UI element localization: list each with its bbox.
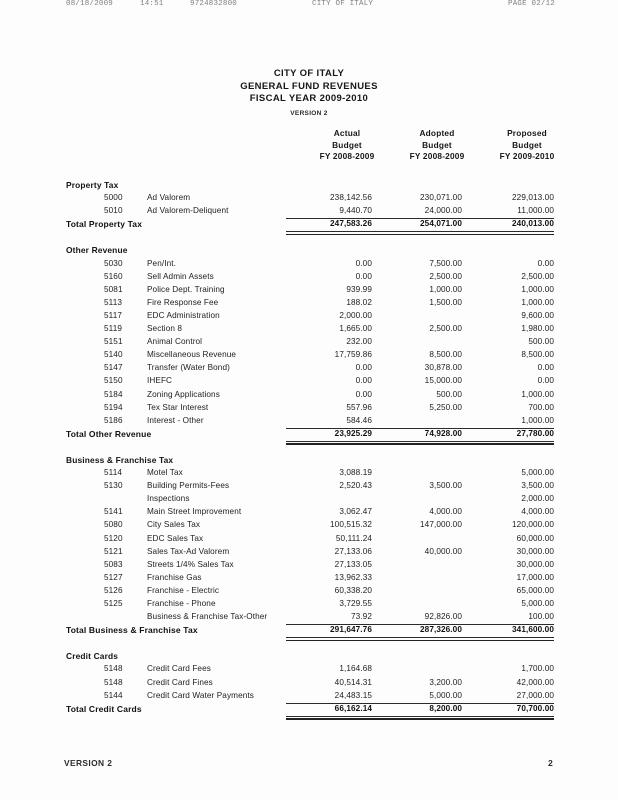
amount-actual: 1,164.68	[339, 664, 372, 674]
amount-actual: 50,111.24	[335, 533, 372, 543]
account-code: 5000	[104, 193, 123, 203]
total-rule-under	[286, 716, 554, 717]
title-line-fiscal: FISCAL YEAR 2009-2010	[249, 93, 369, 104]
amount-proposed: 1,000.00	[521, 415, 554, 425]
account-description: Business & Franchise Tax-Other	[147, 612, 268, 622]
amount-proposed: 5,000.00	[521, 468, 554, 478]
section-spacer	[0, 232, 618, 245]
table-row	[0, 376, 618, 389]
amount-adopted: 2,500.00	[429, 324, 462, 334]
amount-actual: 9,440.70	[339, 206, 372, 216]
account-code: 5151	[104, 337, 123, 347]
total-amount-adopted: 74,928.00	[424, 428, 462, 438]
fax-number: 9724832800	[190, 0, 238, 8]
total-amount-actual: 23,925.29	[334, 428, 372, 438]
account-code: 5147	[104, 363, 123, 373]
revenue-table	[0, 180, 618, 717]
title-line-report: GENERAL FUND REVENUES	[240, 80, 378, 92]
account-description: Interest - Other	[147, 415, 204, 425]
total-amount-proposed: 240,013.00	[512, 219, 554, 229]
account-code: 5140	[104, 350, 123, 360]
table-row	[0, 298, 618, 311]
amount-actual: 60,338.20	[334, 585, 372, 595]
amount-proposed: 8,500.00	[521, 350, 554, 360]
table-row	[0, 547, 618, 560]
amount-actual: 0.00	[355, 258, 372, 268]
table-row	[0, 272, 618, 285]
amount-adopted: 30,878.00	[424, 363, 462, 373]
amount-actual: 40,514.31	[334, 677, 372, 687]
column-header-actual-line3: FY 2008-2009	[319, 151, 375, 161]
account-description: Miscellaneous Revenue	[147, 350, 237, 360]
account-code: 5130	[104, 481, 123, 491]
column-header-adopted-line3: FY 2008-2009	[409, 151, 465, 161]
table-row	[0, 468, 618, 481]
title-version: VERSION 2	[290, 109, 328, 117]
fax-page-label: PAGE 02/12	[508, 0, 556, 8]
account-code: 5117	[104, 310, 123, 320]
table-row	[0, 494, 618, 507]
amount-proposed: 30,000.00	[516, 559, 554, 569]
amount-proposed: 1,980.00	[521, 324, 554, 334]
section-total-row	[0, 704, 618, 717]
section-total-row	[0, 625, 618, 638]
account-code: 5144	[104, 690, 123, 700]
amount-actual: 3,062.47	[339, 507, 372, 517]
amount-adopted: 1,500.00	[429, 297, 462, 307]
amount-adopted: 24,000.00	[424, 206, 462, 216]
amount-adopted: 147,000.00	[420, 520, 462, 530]
table-row	[0, 390, 618, 403]
account-code: 5148	[104, 664, 123, 674]
account-description: City Sales Tax	[147, 520, 201, 530]
column-header-proposed	[472, 128, 582, 163]
amount-adopted: 500.00	[436, 389, 462, 399]
amount-proposed: 17,000.00	[516, 572, 554, 582]
column-header-adopted-line1: Adopted	[419, 128, 455, 138]
amount-adopted: 7,500.00	[429, 258, 462, 268]
fax-time: 14:51	[140, 0, 164, 8]
amount-actual: 27,133.06	[334, 546, 372, 556]
amount-actual: 188.02	[346, 297, 372, 307]
table-row	[0, 285, 618, 298]
amount-proposed: 65,000.00	[516, 585, 554, 595]
amount-actual: 3,088.19	[339, 468, 372, 478]
account-code: 5184	[104, 389, 123, 399]
title-line-city: CITY OF ITALY	[273, 68, 345, 79]
account-description: Credit Card Water Payments	[147, 690, 254, 700]
account-description: Credit Card Fees	[147, 664, 211, 674]
amount-adopted: 3,500.00	[429, 481, 462, 491]
account-code: 5121	[104, 546, 123, 556]
amount-adopted: 4,000.00	[429, 507, 462, 517]
amount-proposed: 120,000.00	[512, 520, 554, 530]
column-header-proposed-line2: Budget	[512, 139, 542, 150]
table-row	[0, 520, 618, 533]
section-total-label: Total Business & Franchise Tax	[66, 625, 198, 636]
total-rule-under-heavy	[286, 718, 554, 719]
section-total-row	[0, 219, 618, 232]
amount-proposed: 30,000.00	[516, 546, 554, 556]
amount-proposed: 1,000.00	[521, 297, 554, 307]
account-description: Inspections	[147, 494, 190, 504]
account-description: Franchise - Electric	[147, 585, 220, 595]
account-code: 5126	[104, 585, 123, 595]
table-row	[0, 573, 618, 586]
amount-proposed: 2,500.00	[521, 271, 554, 281]
account-description: Zoning Applications	[147, 389, 220, 399]
account-code: 5186	[104, 415, 123, 425]
amount-actual: 557.96	[346, 402, 372, 412]
column-header-actual-line2: Budget	[332, 139, 362, 150]
account-code: 5160	[104, 271, 123, 281]
amount-actual: 232.00	[346, 337, 372, 347]
table-row	[0, 599, 618, 612]
amount-adopted: 40,000.00	[424, 546, 462, 556]
amount-adopted: 5,000.00	[429, 690, 462, 700]
total-amount-proposed: 70,700.00	[516, 703, 554, 713]
column-headers	[0, 128, 618, 168]
account-description: Sales Tax-Ad Valorem	[147, 546, 230, 556]
table-row	[0, 481, 618, 494]
amount-proposed: 1,000.00	[521, 284, 554, 294]
table-row	[0, 664, 618, 677]
amount-proposed: 3,500.00	[521, 481, 554, 491]
table-row	[0, 560, 618, 573]
account-code: 5010	[104, 206, 123, 216]
account-code: 5148	[104, 677, 123, 687]
account-description: Section 8	[147, 324, 183, 334]
amount-proposed: 500.00	[528, 337, 554, 347]
amount-adopted: 5,250.00	[429, 402, 462, 412]
amount-proposed: 4,000.00	[521, 507, 554, 517]
amount-adopted: 2,500.00	[429, 271, 462, 281]
table-row	[0, 350, 618, 363]
amount-proposed: 11,000.00	[517, 206, 554, 216]
footer-page-number: 2	[548, 758, 553, 768]
account-code: 5127	[104, 572, 123, 582]
account-code: 5125	[104, 599, 123, 608]
amount-actual: 100,515.32	[330, 520, 372, 530]
amount-adopted: 8,500.00	[429, 350, 462, 360]
section-heading-row	[0, 651, 618, 664]
amount-actual: 17,759.86	[334, 350, 372, 360]
account-description: Franchise Gas	[147, 572, 202, 582]
column-header-proposed-line3: FY 2009-2010	[499, 151, 555, 161]
total-amount-proposed: 341,600.00	[512, 625, 554, 635]
account-description: Streets 1/4% Sales Tax	[147, 559, 234, 569]
table-row	[0, 259, 618, 272]
total-amount-actual: 66,162.14	[334, 703, 372, 713]
section-total-label: Total Other Revenue	[66, 428, 152, 439]
amount-actual: 27,133.05	[334, 559, 372, 569]
total-amount-adopted: 8,200.00	[429, 703, 462, 713]
amount-proposed: 229,013.00	[512, 193, 554, 203]
table-row	[0, 534, 618, 547]
section-heading-row	[0, 180, 618, 193]
amount-proposed: 0.00	[537, 363, 554, 373]
footer-version: VERSION 2	[64, 758, 113, 768]
amount-actual: 3,729.55	[339, 599, 372, 608]
amount-adopted: 230,071.00	[420, 193, 462, 203]
fax-date: 08/18/2009	[66, 0, 114, 8]
amount-proposed: 100.00	[528, 612, 554, 622]
account-code: 5030	[104, 258, 123, 268]
account-code: 5141	[104, 507, 123, 517]
fax-recipient: CITY OF ITALY	[312, 0, 374, 8]
amount-actual: 0.00	[355, 389, 372, 399]
total-amount-proposed: 27,780.00	[516, 428, 554, 438]
account-description: Building Permits-Fees	[147, 481, 230, 491]
account-code: 5150	[104, 376, 123, 386]
amount-proposed: 700.00	[528, 402, 554, 412]
amount-proposed: 2,000.00	[521, 494, 554, 504]
section-total-row	[0, 429, 618, 442]
amount-proposed: 0.00	[537, 376, 554, 386]
amount-adopted: 3,200.00	[429, 677, 462, 687]
account-code: 5083	[104, 559, 123, 569]
table-row	[0, 403, 618, 416]
amount-proposed: 5,000.00	[521, 599, 554, 608]
account-description: Ad Valorem-Deliquent	[147, 206, 229, 216]
report-title-block	[0, 68, 618, 119]
amount-actual: 584.46	[346, 415, 372, 425]
table-row	[0, 678, 618, 691]
section-total-label: Total Credit Cards	[66, 703, 142, 714]
amount-adopted: 1,000.00	[429, 284, 462, 294]
total-amount-actual: 247,583.26	[330, 219, 372, 229]
amount-proposed: 27,000.00	[516, 690, 554, 700]
account-description: Ad Valorem	[147, 193, 191, 203]
account-code: 5113	[104, 297, 123, 307]
total-amount-actual: 291,647.76	[330, 625, 372, 635]
amount-actual: 939.99	[346, 284, 372, 294]
account-description: Police Dept. Training	[147, 284, 225, 294]
amount-proposed: 0.00	[537, 258, 554, 268]
account-code: 5080	[104, 520, 123, 530]
amount-adopted: 92,826.00	[424, 612, 462, 622]
section-total-label: Total Property Tax	[66, 219, 143, 230]
table-row	[0, 337, 618, 350]
account-code: 5119	[104, 324, 123, 334]
account-code: 5120	[104, 533, 123, 543]
section-heading: Property Tax	[66, 180, 119, 190]
amount-actual: 2,000.00	[339, 310, 372, 320]
amount-proposed: 60,000.00	[516, 533, 554, 543]
amount-actual: 0.00	[355, 376, 372, 386]
account-code: 5194	[104, 402, 123, 412]
amount-proposed: 1,000.00	[521, 389, 554, 399]
total-amount-adopted: 287,326.00	[420, 625, 462, 635]
amount-actual: 13,962.33	[334, 572, 372, 582]
total-amount-adopted: 254,071.00	[420, 219, 462, 229]
amount-actual: 2,520.43	[339, 481, 372, 491]
account-description: Transfer (Water Bond)	[147, 363, 230, 373]
account-description: Franchise - Phone	[147, 599, 216, 608]
section-heading-row	[0, 455, 618, 468]
section-heading: Credit Cards	[66, 651, 119, 662]
table-row	[0, 193, 618, 206]
account-description: EDC Administration	[147, 310, 220, 320]
amount-actual: 0.00	[355, 363, 372, 373]
account-description: Fire Response Fee	[147, 297, 219, 307]
amount-adopted: 15,000.00	[424, 376, 462, 386]
table-row	[0, 363, 618, 376]
account-description: Pen/Int.	[147, 258, 177, 268]
page-footer	[0, 758, 618, 772]
account-code: 5114	[104, 468, 123, 478]
column-header-proposed-line1: Proposed	[507, 128, 547, 138]
account-code: 5081	[104, 284, 123, 294]
section-heading-row	[0, 245, 618, 258]
fax-transmission-header	[0, 0, 618, 12]
account-description: Animal Control	[147, 337, 203, 347]
section-spacer	[0, 638, 618, 651]
account-description: Sell Admin Assets	[147, 271, 214, 281]
column-header-adopted-line2: Budget	[422, 139, 452, 150]
amount-proposed: 42,000.00	[516, 677, 554, 687]
section-heading: Business & Franchise Tax	[66, 454, 174, 465]
column-header-actual-line1: Actual	[333, 128, 361, 138]
account-description: Main Street Improvement	[147, 507, 242, 517]
amount-proposed: 1,700.00	[521, 664, 554, 674]
section-heading: Other Revenue	[66, 245, 128, 256]
table-row	[0, 324, 618, 337]
account-description: Motel Tax	[147, 468, 183, 478]
amount-actual: 24,483.15	[334, 690, 372, 700]
amount-actual: 238,142.56	[330, 193, 372, 203]
amount-actual: 1,665.00	[339, 324, 372, 334]
table-row	[0, 586, 618, 599]
table-row	[0, 507, 618, 520]
account-description: EDC Sales Tax	[147, 533, 204, 543]
table-row	[0, 311, 618, 324]
account-description: Credit Card Fines	[147, 677, 213, 687]
account-description: Tex Star Interest	[147, 402, 209, 412]
amount-proposed: 9,600.00	[521, 310, 554, 320]
section-spacer	[0, 442, 618, 455]
amount-actual: 0.00	[355, 271, 372, 281]
account-description: IHEFC	[147, 376, 173, 386]
amount-actual: 73.92	[351, 612, 372, 622]
